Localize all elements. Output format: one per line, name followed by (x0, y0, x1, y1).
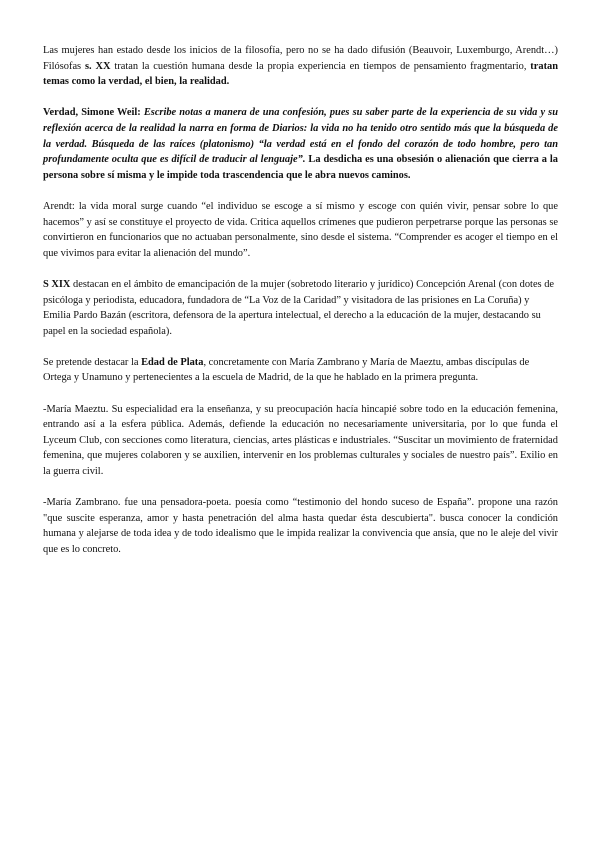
text-segment-bold-italic: Escribe notas a manera de una confesión, pues su saber parte de la experiencia de su vida y su reflexión acerca de la realidad la narra en forma de Diarios: la vida no ha tenido otro sentido más que la búsqueda de la verdad. Búsqueda de las raíces (platonismo) “la verdad está en el fondo del corazón de todo hombre, pero tan profundamente oculta que es difícil de traducir al lenguaje”. (43, 107, 558, 166)
paragraph-weil (43, 105, 558, 183)
text-segment: Las mujeres han estado desde los inicios de la filosofía, pero no se ha dado difusión (Beauvoir, Luxemburgo, Arendt…) Filósofas (43, 45, 558, 72)
text-segment-bold: s. XX (84, 60, 111, 72)
paragraph-sxix (43, 277, 558, 339)
text-segment-bold: tratan temas como la verdad, el bien, la realidad. (43, 60, 558, 88)
text-segment-bold: Verdad, Simone Weil: (43, 107, 144, 119)
paragraph-arendt (43, 199, 558, 261)
text-segment-bold: La desdicha es una obsesión o alienación que cierra a la persona sobre sí misma y le impide toda trascendencia que le abra nuevos caminos. (43, 154, 558, 181)
text-segment-bold: Edad de Plata (141, 356, 204, 368)
text-segment: -María Zambrano. fue una pensadora-poeta. poesía como “testimonio del hondo suceso de España”. propone una razón "que suscite esperanza, amor y hasta penetración del alma hasta quedar ésta descubierta". busca conocer la condición humana y alejarse de toda idea y de todo idealismo que le impida realizar la convivencia que ansía, que no le aleje del vivir que es lo concreto. (43, 497, 558, 555)
text-segment: , concretamente con María Zambrano y María de Maeztu, ambas discípulas de Ortega y Unamuno y pertenecientes a la escuela de Madrid, de la que he hablado en la primera pregunta. (43, 356, 530, 384)
document-page (43, 43, 558, 573)
paragraph-edad-de-plata (43, 355, 558, 386)
paragraph-zambrano (43, 495, 558, 557)
text-segment: Se pretende destacar la (43, 356, 142, 368)
text-segment: tratan la cuestión humana desde la propia experiencia en tiempos de pensamiento fragmentario, (110, 60, 531, 72)
text-segment: -María Maeztu. Su especialidad era la enseñanza, y su preocupación hacía hincapié sobre todo en la educación femenina, entrando así a la esfera pública. Además, defiende la educación no necesariamente universitaria, por lo que funda el Lyceum Club, con secciones como literatura, ciencias, artes plásticas e industriales. “Suscitar un movimiento de fraternidad femenina, que mujeres colaboren y se auxilien, intervenir en los problemas culturales y sociales de nuestro país”. Exilio en la guerra civil. (43, 403, 558, 478)
paragraph-intro (43, 43, 558, 90)
paragraph-maeztu (43, 402, 558, 480)
text-segment-bold: S XIX (43, 278, 71, 290)
text-segment: Arendt: la vida moral surge cuando “el individuo se escoge a sí mismo y escoge con quién vivir, pensar sobre lo que hacemos” y así se constituye el proyecto de vida. Critica aquellos crímenes que pudieron perpetrarse porque las personas se convirtieron en funcionarios que no actuaban personalmente, sino desde el sistema. “Comprender es acoger el tiempo en el que vivimos para evitar la alienación del mundo”. (43, 200, 558, 259)
text-segment: destacan en el ámbito de emancipación de la mujer (sobretodo literario y jurídico) Concepción Arenal (con dotes de psicóloga y periodista, educadora, fundadora de “La Voz de la Caridad” y visitadora de las prisiones en La Coruña) y Emilia Pardo Bazán (escritora, defensora de la apertura intelectual, el derecho a la educación de la mujer, destacando su papel en la sociedad española). (43, 278, 555, 337)
